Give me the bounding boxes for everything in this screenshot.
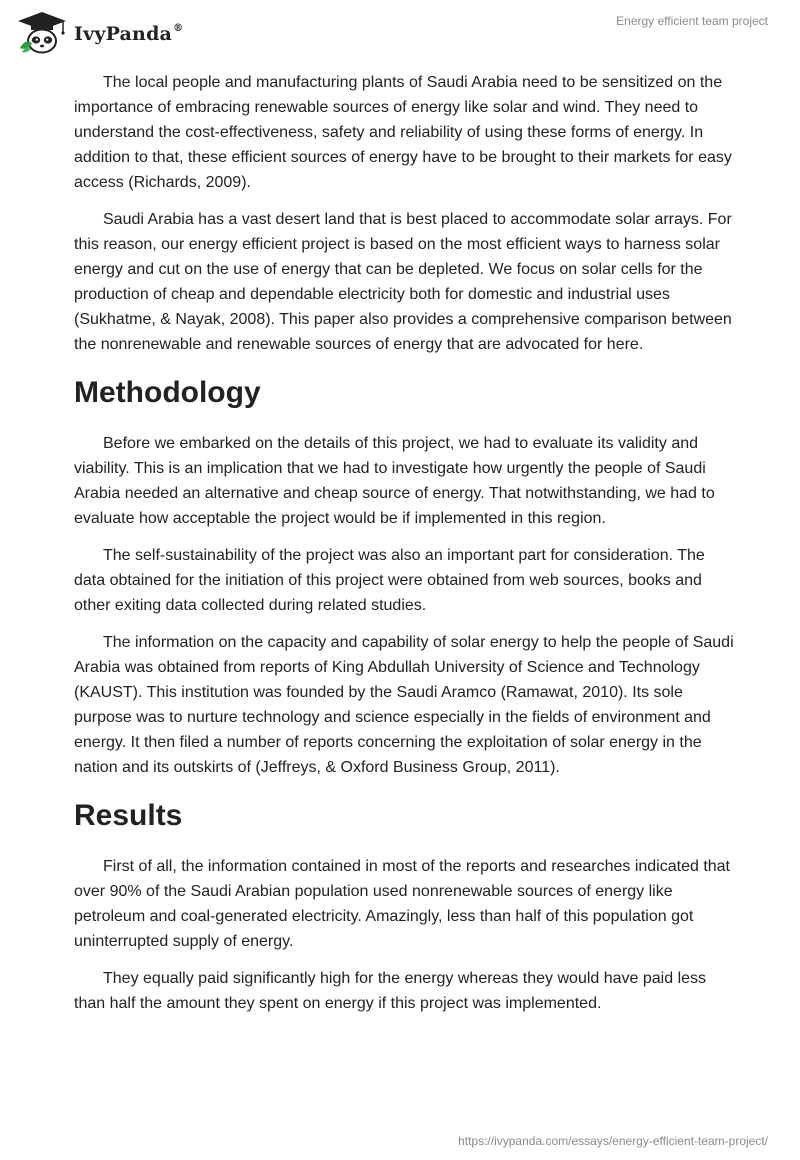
registered-mark: ® [173, 22, 184, 34]
paragraph: The self-sustainability of the project was also an important part for consideration. The data obtained for the initiation of this project were obtained from web sources, books and other exiting data collected during related studies. [74, 547, 705, 614]
paragraph: The local people and manufacturing plants of Saudi Arabia need to be sensitized on the importance of embracing renewable sources of energy like solar and wind. They need to understand the cost-effectiveness, safety and reliability of using these forms of energy. In addition to that, these efficient sources of energy have to be brought to their markets for easy access (Richards, 2009). [74, 74, 732, 191]
ivypanda-logo[interactable] [14, 8, 183, 56]
panda-graduate-icon [14, 8, 70, 56]
paragraph: The information on the capacity and capability of solar energy to help the people of Saudi Arabia was obtained from reports of King Abdullah University of Science and Technology (KAUST). This institution was founded by the Saudi Aramco (Ramawat, 2010). Its sole purpose was to nurture technology and science especially in the fields of environment and energy. It then filed a number of reports concerning the exploitation of solar energy in the nation and its outskirts of (Jeffreys, & Oxford Business Group, 2011). [74, 634, 734, 776]
logo-text: IvyPanda® [74, 22, 184, 45]
footer-url[interactable]: https://ivypanda.com/essays/energy-efficient-team-project/ [458, 1134, 768, 1148]
page-header [0, 0, 800, 64]
section-heading-results: Results [74, 799, 183, 832]
paragraph: First of all, the information contained in most of the reports and researches indicated that over 90% of the Saudi Arabian population used nonrenewable sources of energy like petroleum and coal-generated electricity. Amazingly, less than half of this population got uninterrupted supply of energy. [74, 858, 730, 950]
paragraph: Before we embarked on the details of this project, we had to evaluate its validity and viability. This is an implication that we had to investigate how urgently the people of Saudi Arabia needed an alternative and cheap source of energy. That notwithstanding, we had to evaluate how acceptable the project would be if implemented in this region. [74, 435, 715, 527]
section-heading-methodology: Methodology [74, 376, 261, 409]
paragraph: Saudi Arabia has a vast desert land that is best placed to accommodate solar arrays. For this reason, our energy efficient project is based on the most efficient ways to harness solar energy and cut on the use of energy that can be depleted. We focus on solar cells for the production of cheap and dependable electricity both for domestic and industrial uses (Sukhatme, & Nayak, 2008). This paper also provides a comprehensive comparison between the nonrenewable and renewable sources of energy that are advocated for here. [74, 211, 732, 353]
document-title: Energy efficient team project [616, 14, 768, 28]
essay-content [74, 70, 734, 1028]
paragraph: They equally paid significantly high for the energy whereas they would have paid less than half the amount they spent on energy if this project was implemented. [74, 970, 707, 1012]
